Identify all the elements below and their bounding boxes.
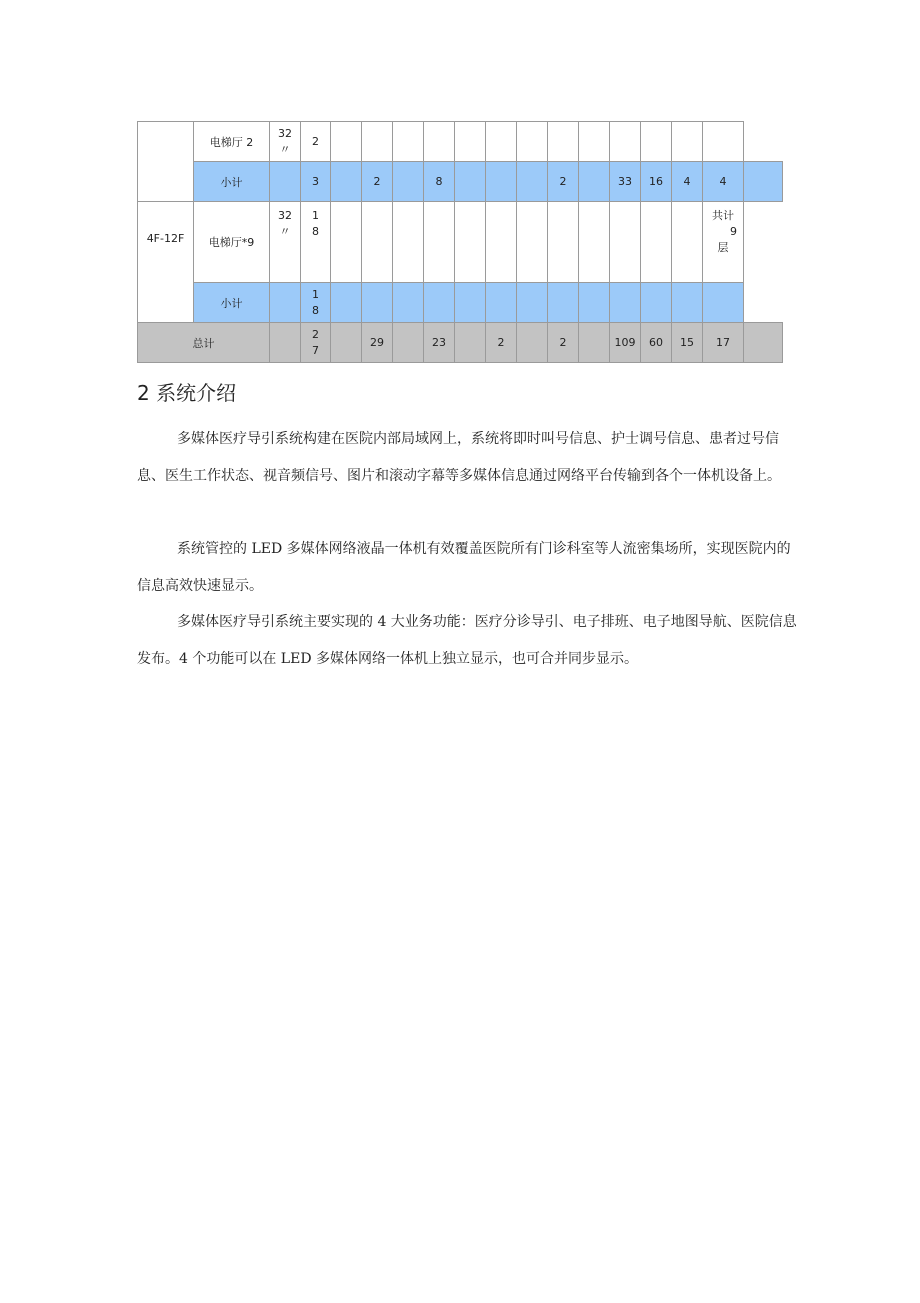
- table-cell: 109: [610, 323, 641, 363]
- note-mid: 9: [730, 225, 737, 238]
- table-cell: 2: [548, 323, 579, 363]
- equipment-table: [137, 121, 783, 363]
- table-cell: [393, 323, 424, 363]
- table-cell: [579, 323, 610, 363]
- location-cell: 电梯厅 2: [194, 122, 270, 162]
- table-cell: [486, 162, 517, 202]
- table-cell: [270, 162, 301, 202]
- total-label: 总计: [138, 323, 270, 363]
- paragraph: 多媒体医疗导引系统构建在医院内部局域网上，系统将即时叫号信息、护士调号信息、患者过号信息、医生工作状态、视音频信号、图片和滚动字幕等多媒体信息通过网络平台传输到各个一体机设备上。: [137, 431, 781, 484]
- table-cell: 4: [672, 162, 703, 202]
- subtotal-label: 小计: [194, 162, 270, 202]
- note-top: 共计: [712, 209, 734, 222]
- table-row-subtotal: [138, 283, 783, 323]
- size-mark: 〃: [279, 225, 291, 238]
- table-cell: [517, 323, 548, 363]
- paragraph: 多媒体医疗导引系统主要实现的 4 大业务功能：医疗分诊导引、电子排班、电子地图导航、医院信息发布。4 个功能可以在 LED 多媒体网络一体机上独立显示，也可合并同步显示。: [137, 614, 797, 667]
- table-cell: 23: [424, 323, 455, 363]
- table-cell: 33: [610, 162, 641, 202]
- table-row: [138, 122, 783, 162]
- table-cell: [517, 162, 548, 202]
- table-cell: [301, 323, 331, 363]
- qty-cell: 2: [301, 122, 331, 162]
- table-row: [138, 202, 783, 283]
- size-mark: 〃: [279, 142, 291, 156]
- table-cell: 17: [703, 323, 744, 363]
- table-cell: [579, 162, 610, 202]
- qty-cell: [301, 202, 331, 283]
- subtotal-label: 小计: [194, 283, 270, 323]
- table-cell: [270, 323, 301, 363]
- table-cell: 4: [703, 162, 744, 202]
- table-cell: 3: [301, 162, 331, 202]
- paragraph: 系统管控的 LED 多媒体网络液晶一体机有效覆盖医院所有门诊科室等人流密集场所，实现医院内的信息高效快速显示。: [137, 541, 791, 594]
- table-cell: 60: [641, 323, 672, 363]
- note-cell: [703, 202, 744, 283]
- screen-size-cell: [270, 122, 301, 162]
- floor-cell: 4F-12F: [138, 202, 194, 323]
- table-cell: [393, 162, 424, 202]
- total-qty: 27: [312, 327, 319, 357]
- location-cell: 电梯厅*9: [194, 202, 270, 283]
- section-heading: 2 系统介绍: [137, 381, 237, 405]
- note-bot: 层: [717, 241, 729, 254]
- size-number: 32: [278, 209, 292, 222]
- table-cell: [331, 323, 362, 363]
- table-cell: 15: [672, 323, 703, 363]
- floor-cell-empty: [138, 122, 194, 202]
- qty-cell: [301, 283, 331, 323]
- table-cell: 2: [362, 162, 393, 202]
- table-row-total: [138, 323, 783, 363]
- table-cell: 2: [548, 162, 579, 202]
- table-cell: [744, 162, 783, 202]
- table-cell: [455, 323, 486, 363]
- screen-size-cell: [270, 202, 301, 283]
- table-cell: [455, 162, 486, 202]
- qty-value: 18: [312, 209, 319, 238]
- size-number: 32: [278, 126, 292, 140]
- table-cell: [331, 162, 362, 202]
- table-cell: [744, 323, 783, 363]
- table-row-subtotal: [138, 162, 783, 202]
- table-cell: 29: [362, 323, 393, 363]
- table-cell: 16: [641, 162, 672, 202]
- table-cell: 8: [424, 162, 455, 202]
- table-cell: 2: [486, 323, 517, 363]
- qty-value: 18: [312, 287, 319, 317]
